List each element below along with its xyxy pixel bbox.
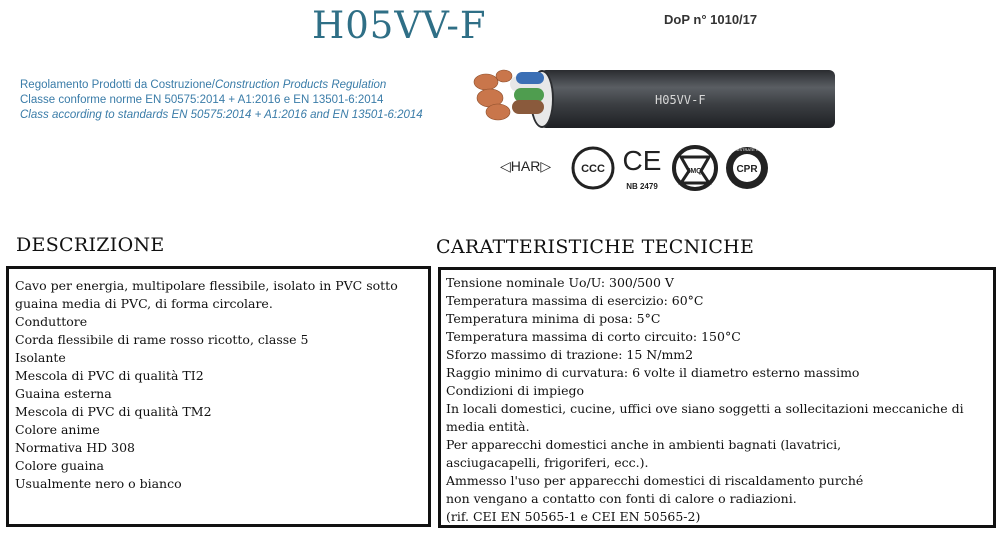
cable-image bbox=[470, 62, 835, 134]
caratteristiche-line: Raggio minimo di curvatura: 6 volte il diametro esterno massimo bbox=[446, 365, 860, 380]
imq-text: IMQ bbox=[688, 168, 702, 175]
cpr-ring-text: REGISTRATE CPR bbox=[729, 147, 765, 152]
descrizione-heading: DESCRIZIONE bbox=[16, 234, 165, 256]
caratteristiche-line: Temperatura massima di corto circuito: 150°C bbox=[446, 329, 741, 344]
descrizione-line: Guaina esterna bbox=[15, 386, 112, 401]
regulation-line-1-en: Construction Products Regulation bbox=[214, 79, 387, 91]
caratteristiche-line: Per apparecchi domestici anche in ambienti bagnati (lavatrici, bbox=[446, 437, 842, 452]
cpr-text: CPR bbox=[736, 164, 758, 175]
caratteristiche-line: Condizioni di impiego bbox=[446, 383, 585, 398]
regulation-line-2: Classe conforme norme EN 50575:2014 + A1:2016 e EN 13501-6:2014 bbox=[20, 94, 384, 106]
ccc-text: CCC bbox=[581, 163, 605, 175]
caratteristiche-line: Sforzo massimo di trazione: 15 N/mm2 bbox=[446, 347, 694, 362]
ccc-logo bbox=[573, 148, 613, 188]
regulation-line-3: Class according to standards EN 50575:2014 + A1:2016 and EN 13501-6:2014 bbox=[20, 109, 423, 121]
caratteristiche-line: (rif. CEI EN 50565-1 e CEI EN 50565-2) bbox=[446, 509, 701, 524]
descrizione-line: Mescola di PVC di qualità TM2 bbox=[15, 404, 212, 419]
caratteristiche-line: Temperatura minima di posa: 5°C bbox=[446, 311, 661, 326]
har-logo: ◁HAR▷ bbox=[500, 158, 552, 174]
descrizione-line: Usualmente nero o bianco bbox=[15, 476, 182, 491]
caratteristiche-line: Ammesso l'uso per apparecchi domestici di riscaldamento purché bbox=[446, 473, 864, 488]
imq-logo bbox=[674, 147, 716, 189]
descrizione-line: Normativa HD 308 bbox=[15, 440, 136, 455]
caratteristiche-line: In locali domestici, cucine, uffici ove siano soggetti a sollecitazioni meccaniche di bbox=[446, 401, 964, 416]
ce-logo bbox=[623, 145, 662, 191]
certification-logos bbox=[498, 140, 788, 195]
descrizione-line: Corda flessibile di rame rosso ricotto, classe 5 bbox=[15, 332, 309, 347]
descrizione-line: Colore anime bbox=[15, 422, 100, 437]
descrizione-line: Mescola di PVC di qualità TI2 bbox=[15, 368, 204, 383]
descrizione-line: Cavo per energia, multipolare flessibile, isolato in PVC sotto bbox=[15, 278, 398, 293]
caratteristiche-heading: CARATTERISTICHE TECNICHE bbox=[436, 236, 755, 258]
descrizione-box bbox=[6, 266, 431, 527]
caratteristiche-line: media entità. bbox=[446, 419, 530, 434]
cpr-logo bbox=[726, 147, 768, 189]
regulation-block bbox=[20, 78, 423, 123]
descrizione-line: Conduttore bbox=[15, 314, 88, 329]
ce-mark: CE bbox=[622, 145, 662, 176]
notified-body: NB 2479 bbox=[626, 182, 658, 191]
cable-marking: H05VV-F bbox=[655, 93, 706, 107]
product-title: H05VV-F bbox=[312, 4, 487, 47]
caratteristiche-line: Temperatura massima di esercizio: 60°C bbox=[446, 293, 704, 308]
descrizione-line: Colore guaina bbox=[15, 458, 104, 473]
caratteristiche-line: asciugacapelli, frigoriferi, ecc.). bbox=[446, 455, 649, 470]
regulation-line-1 bbox=[20, 78, 423, 93]
caratteristiche-box bbox=[438, 267, 996, 528]
regulation-line-1-it: Regolamento Prodotti da Costruzione/ bbox=[20, 79, 215, 91]
caratteristiche-line: Tensione nominale Uo/U: 300/500 V bbox=[446, 275, 674, 290]
caratteristiche-line: non vengano a contatto con fonti di calore o radiazioni. bbox=[446, 491, 797, 506]
dop-number: DoP n° 1010/17 bbox=[664, 12, 758, 27]
descrizione-line: Isolante bbox=[15, 350, 66, 365]
descrizione-line: guaina media di PVC, di forma circolare. bbox=[15, 296, 273, 311]
